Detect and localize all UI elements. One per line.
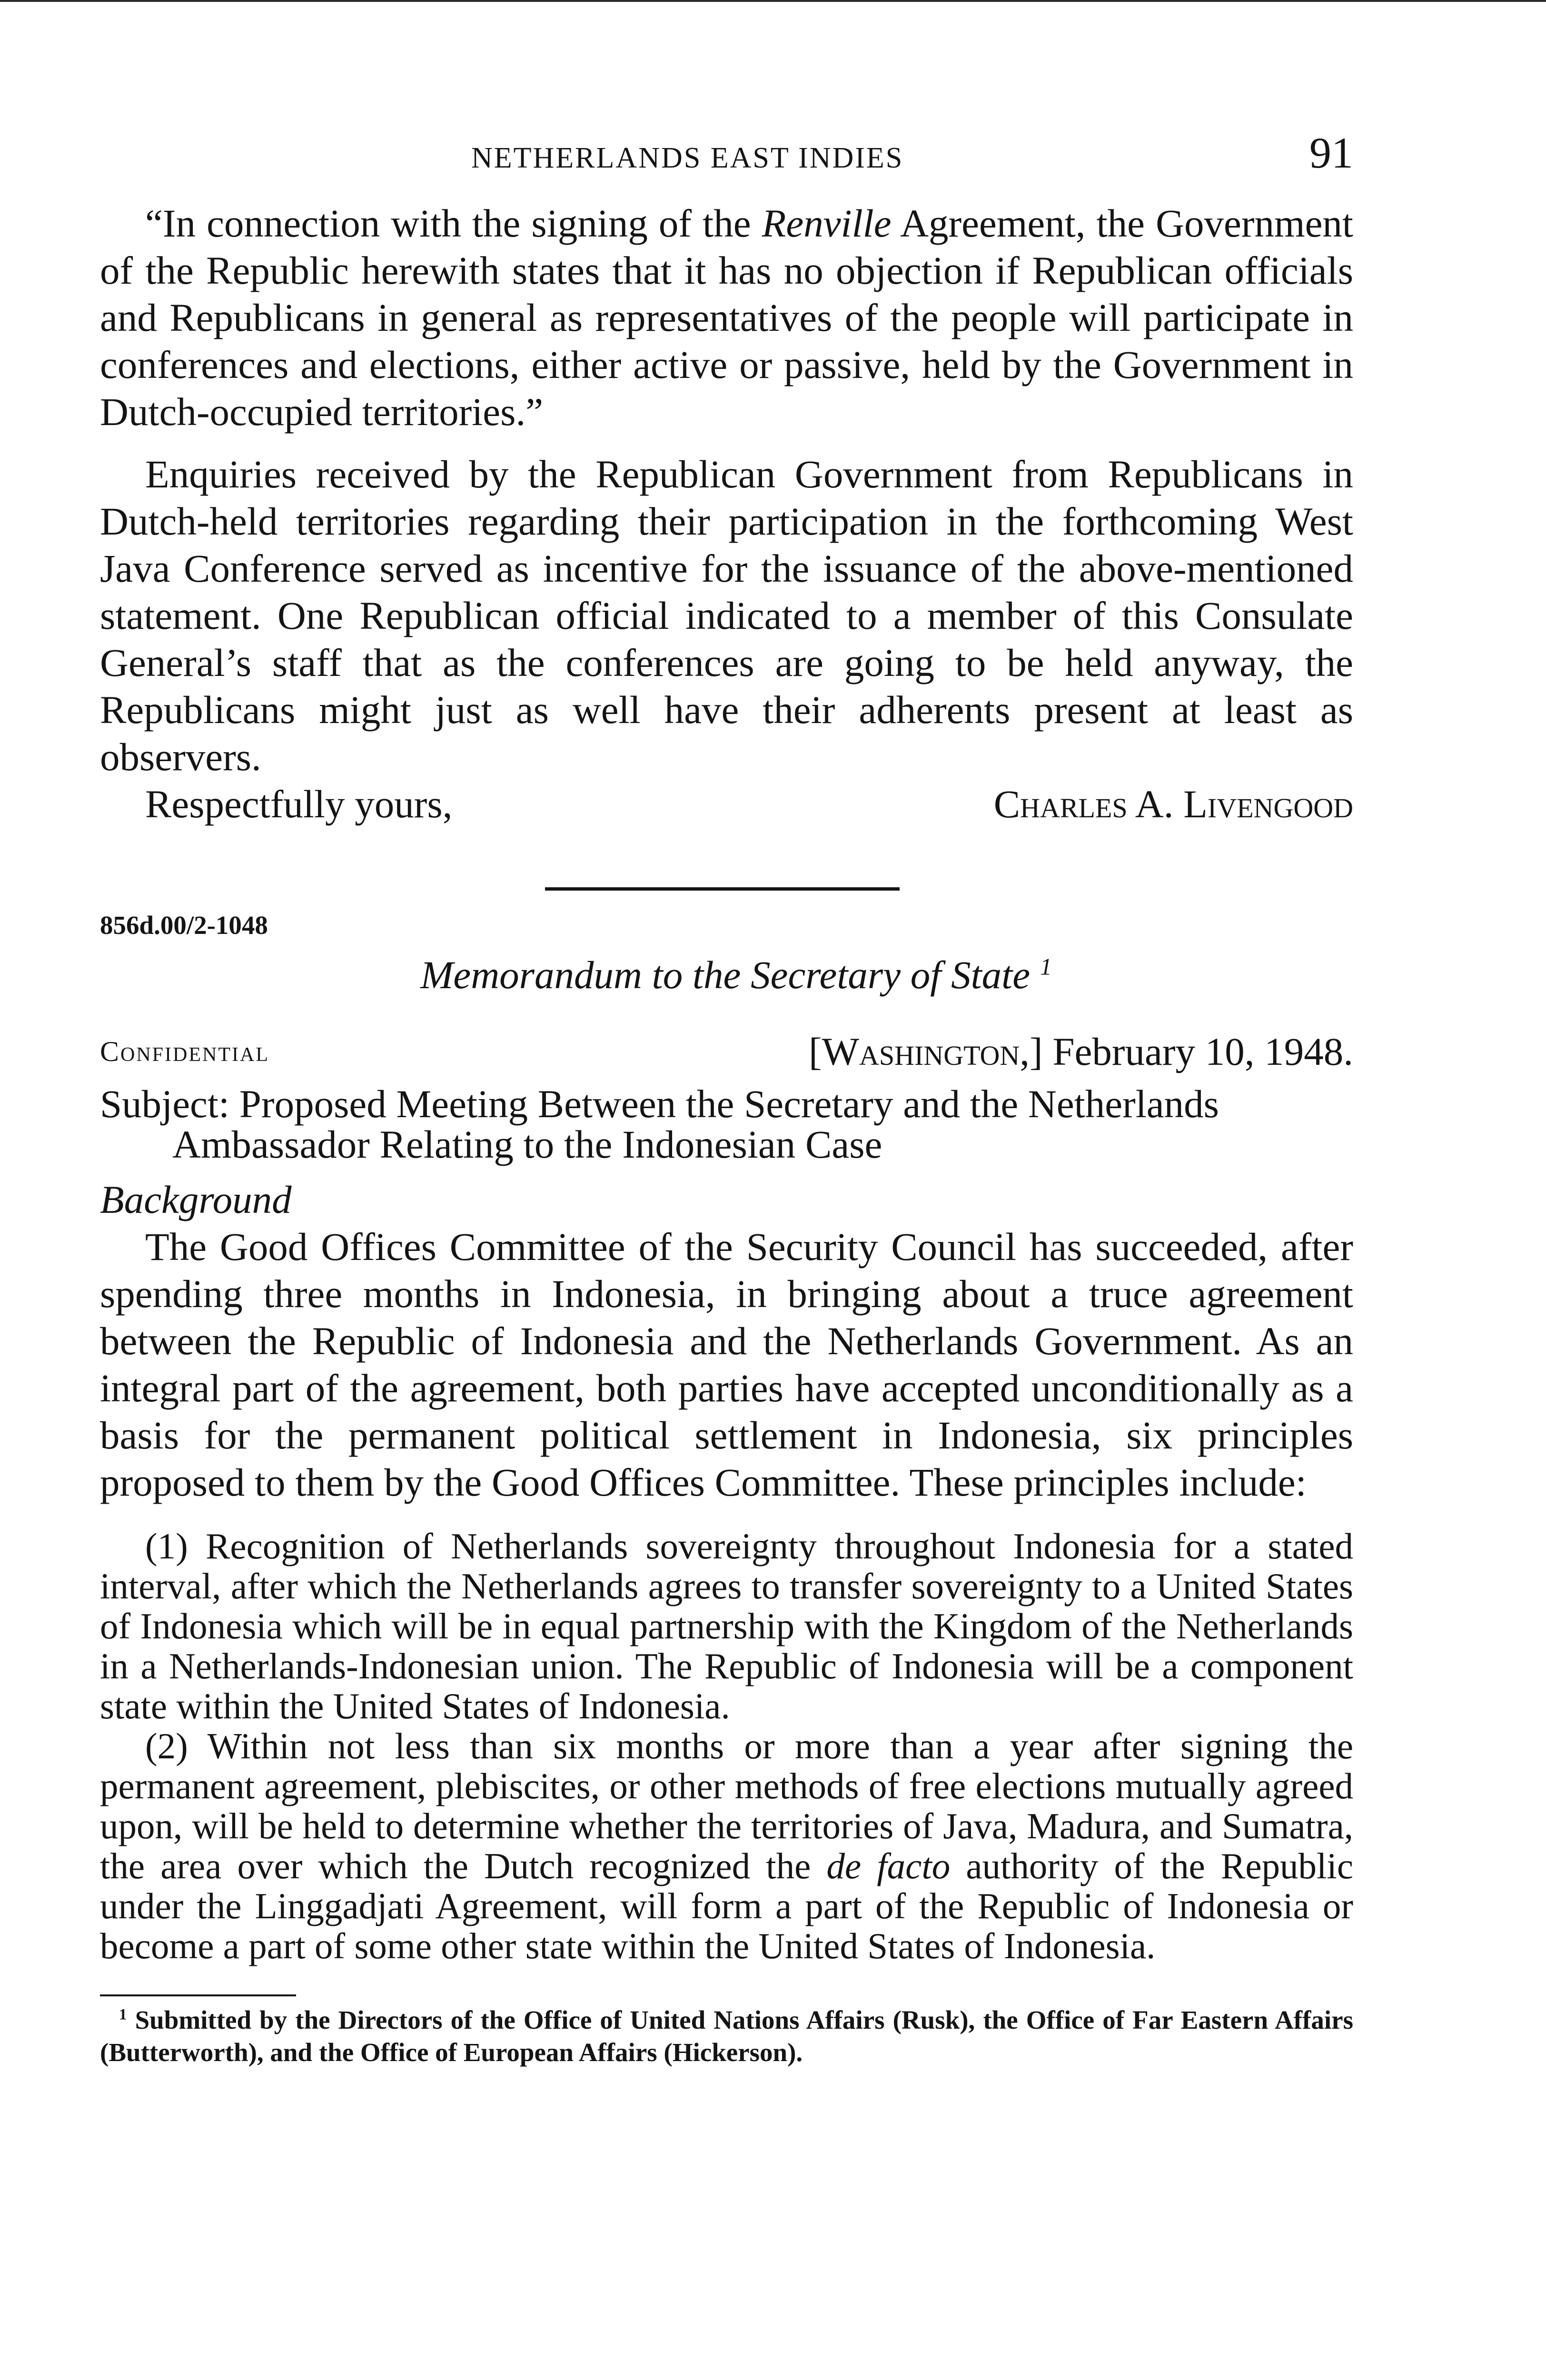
- footnote-marker: 1: [119, 2006, 127, 2023]
- page-number: 91: [1309, 129, 1353, 177]
- quote-italic-renville: Renville: [762, 201, 892, 245]
- classification: Confidential: [100, 1036, 269, 1067]
- memo-title-footnote-ref: 1: [1040, 953, 1052, 980]
- signature: Charles A. Livengood: [993, 782, 1353, 826]
- page-header: [100, 128, 1353, 177]
- file-number: 856d.00/2-1048: [100, 911, 268, 940]
- page-body: [100, 200, 1353, 2069]
- quote-text-start: “In connection with the signing of the: [145, 201, 762, 245]
- top-edge-line: [0, 0, 1546, 2]
- memo-subject: Subject: Proposed Meeting Between the Secretary and the Netherlands Ambassador Relating to the Indonesian Case: [100, 1082, 1219, 1166]
- principle-1: (1) Recognition of Netherlands sovereignty throughout Indonesia for a stated interval, after which the Netherlands agrees to transfer sovereignty to a United States of Indonesia which will be in equal partnership with the Kingdom of the Netherlands in a Netherlands-Indonesian union. The Republic of Indonesia will be a component state within the United States of Indonesia.: [100, 1526, 1353, 1726]
- quote-text-end: Agreement, the Government of the Republic herewith states that it has no objection if Republican officials and Republicans in general as representatives of the people will participate in conferences and elections, either active or passive, held by the Government in Dutch-occupied territories.”: [100, 201, 1353, 434]
- principle-2-italic: de facto: [826, 1845, 951, 1886]
- running-head: NETHERLANDS EAST INDIES: [471, 142, 904, 174]
- place: [Washington,]: [808, 1030, 1043, 1073]
- place-date: [809, 1028, 1353, 1075]
- principle-2: [100, 1726, 1353, 1966]
- principle-2-start: (2) Within not less than six months or more than a year after signing the permanent agreement, plebiscites, or other methods of free elections mutually agreed upon, will be held to determine whether the territories of Java, Madura, and Sumatra, the area over which the Dutch recognized the: [100, 1726, 1353, 1886]
- letter-signoff: [100, 781, 1353, 828]
- footnote-text: Submitted by the Directors of the Office of United Nations Affairs (Rusk), the Office of Far Eastern Affairs (Butterworth), and the Office of European Affairs (Hickerson).: [100, 2005, 1354, 2067]
- quoted-statement: [100, 200, 1353, 436]
- footnote-rule: [100, 1994, 296, 1996]
- date: February 10, 1948.: [1052, 1030, 1353, 1073]
- memo-title-text: Memorandum to the Secretary of State: [420, 953, 1031, 997]
- memo-meta: [100, 1028, 1353, 1075]
- closing: Respectfully yours,: [145, 782, 453, 826]
- memo-title: [100, 952, 1353, 999]
- section-divider: [545, 887, 900, 891]
- footnote: [100, 2004, 1353, 2069]
- background-paragraph: The Good Offices Committee of the Security Council has succeeded, after spending three months in Indonesia, in bringing about a truce agreement between the Republic of Indonesia and the Netherlands Government. As an integral part of the agreement, both parties have accepted unconditionally as a basis for the permanent political settlement in Indonesia, six principles proposed to them by the Good Offices Committee. These principles include:: [100, 1225, 1353, 1504]
- letter-paragraph: Enquiries received by the Republican Government from Republicans in Dutch-held territories regarding their participation in the forthcoming West Java Conference served as incentive for the issuance of the above-mentioned statement. One Republican official indicated to a member of this Consulate General’s staff that as the conferences are going to be held anyway, the Republicans might just as well have their adherents present at least as observers.: [100, 452, 1353, 779]
- background-heading: Background: [100, 1178, 292, 1221]
- principle-2-end: authority of the Republic under the Linggadjati Agreement, will form a part of the Republic of Indonesia or become a part of some other state within the United States of Indonesia.: [100, 1845, 1353, 1966]
